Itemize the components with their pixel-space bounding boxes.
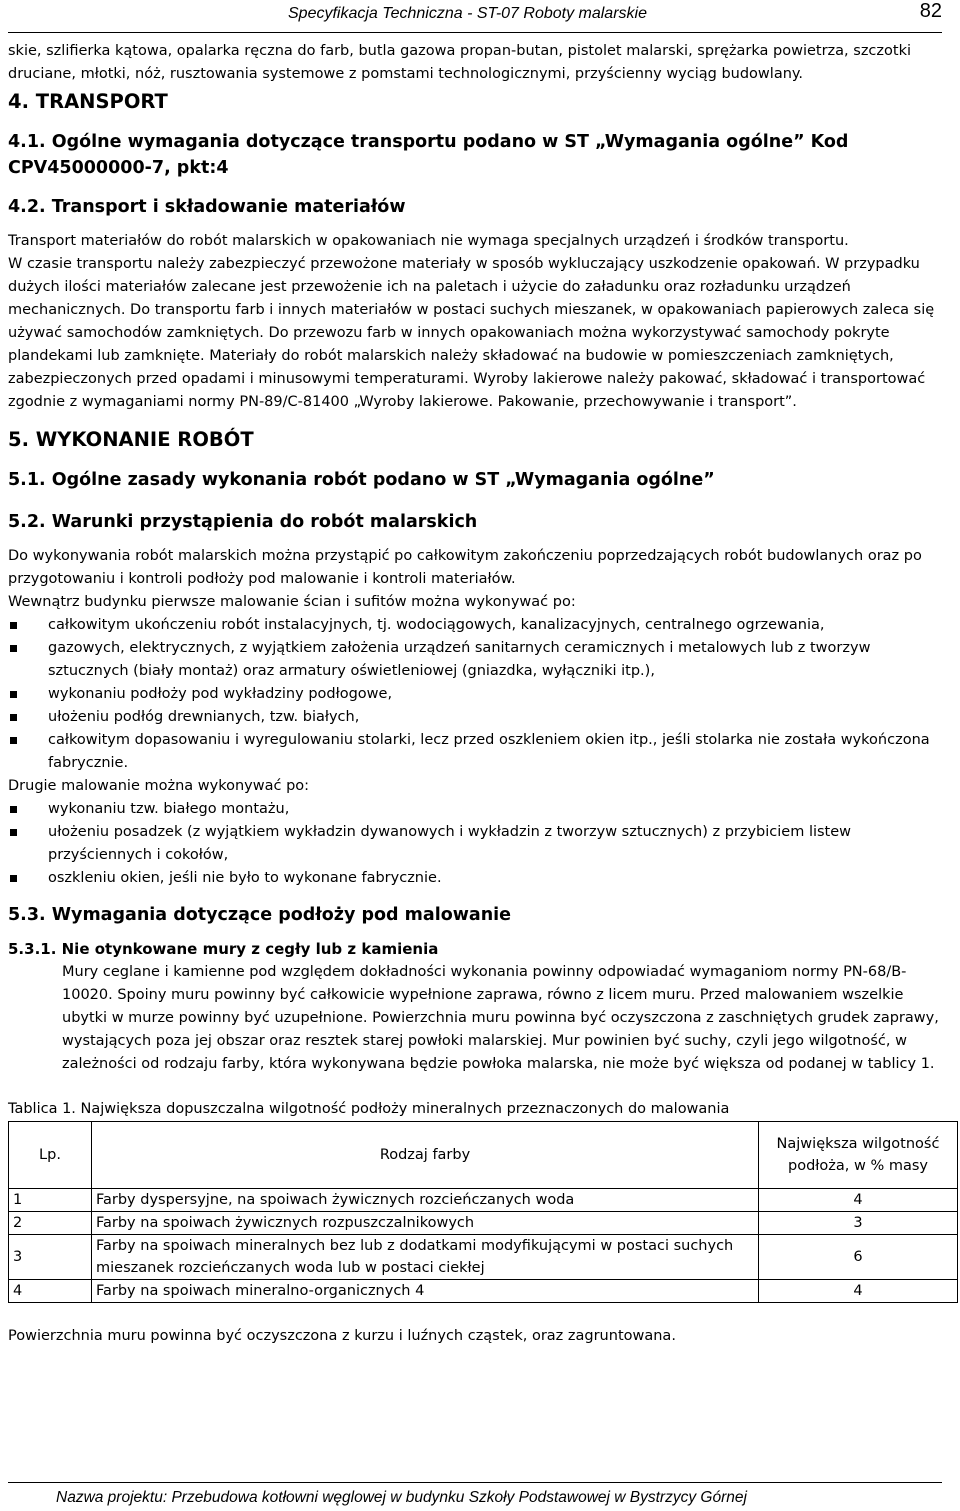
intro-paragraph: skie, szlifierka kątowa, opalarka ręczna do farb, butla gazowa propan-butan, pistolet malarski, sprężarka powietrza, szczotki druciane, młotki, nóż, rusztowania systemowe z pomstami technologicznymi, przyścienny wyciąg budowlany.	[8, 43, 911, 82]
list-item: całkowitym ukończeniu robót instalacyjnych, tj. wodociągowych, kanalizacyjnych, centralnego ogrzewania,	[8, 614, 948, 637]
section-5-2-heading: 5.2. Warunki przystąpienia do robót malarskich	[8, 512, 478, 532]
table-row	[9, 1212, 958, 1235]
section-4-heading: 4. TRANSPORT	[8, 90, 168, 113]
moisture-table	[8, 1121, 958, 1303]
square-bullet-icon	[10, 737, 17, 744]
cell-value: 4	[759, 1189, 958, 1212]
cell-type: Farby na spoiwach żywicznych rozpuszczalnikowych	[92, 1212, 759, 1235]
page-number: 82	[919, 0, 942, 22]
list-item: wykonaniu tzw. białego montażu,	[8, 798, 948, 821]
transport-paragraph-1: Transport materiałów do robót malarskich w opakowaniach nie wymaga specjalnych urządzeń i środków transportu.	[8, 233, 849, 249]
section-5-1-heading: 5.1. Ogólne zasady wykonania robót podano w ST „Wymagania ogólne”	[8, 470, 715, 490]
table-header-row	[9, 1122, 958, 1189]
cell-lp: 1	[9, 1189, 92, 1212]
header-paint-type: Rodzaj farby	[92, 1122, 759, 1189]
cell-lp: 4	[9, 1280, 92, 1303]
cell-type: Farby na spoiwach mineralno-organicznych 4	[92, 1280, 759, 1303]
square-bullet-icon	[10, 829, 17, 836]
section-5-heading: 5. WYKONANIE ROBÓT	[8, 428, 254, 451]
section-4-1-heading: 4.1. Ogólne wymagania dotyczące transportu podano w ST „Wymagania ogólne” Kod CPV45000000-7, pkt:4	[8, 132, 849, 178]
table-row	[9, 1189, 958, 1212]
table-caption: Tablica 1. Największa dopuszczalna wilgotność podłoży mineralnych przeznaczonych do malowania	[8, 1101, 730, 1117]
header-moisture: Największa wilgotność podłoża, w % masy	[759, 1122, 958, 1189]
conditions-paragraph: Do wykonywania robót malarskich można przystąpić po całkowitym zakończeniu poprzedzających robót budowlanych oraz po przygotowaniu i kontroli podłoży pod malowanie i kontroli materiałów.	[8, 548, 922, 587]
cell-value: 4	[759, 1280, 958, 1303]
header-lp: Lp.	[9, 1122, 92, 1189]
square-bullet-icon	[10, 806, 17, 813]
masonry-paragraph: Mury ceglane i kamienne pod względem dokładności wykonania powinny odpowiadać wymaganiom normy PN-68/B-10020. Spoiny muru powinny być całkowicie wypełnione zaprawa, równo z licem muru. Przed malowaniem wszelkie ubytki w murze powinny być uzupełnione. Powierzchnia muru powinna być oczyszczona z zaschniętych grudek zaprawy, wystających poza jej obszar oraz resztek starej powłoki malarskiej. Mur powinien być suchy, czyli jego wilgotność, w zależności od rodzaju farby, która wykonywana będzie powłoka malarska, nie może być większa od podanej w tablicy 1.	[62, 964, 939, 1072]
square-bullet-icon	[10, 714, 17, 721]
square-bullet-icon	[10, 691, 17, 698]
cell-lp: 3	[9, 1235, 92, 1280]
transport-paragraph-2: W czasie transportu należy zabezpieczyć przewożone materiały w sposób wykluczający uszkodzenie opakowań. W przypadku dużych ilości materiałów zalecane jest przewożenie ich na paletach i użycie do załadunku oraz rozładunku urządzeń mechanicznych. Do transportu farb i innych materiałów w postaci suchych mieszanek, w opakowaniach papierowych zaleca się używać samochodów zamkniętych. Do przewozu farb w innych opakowaniach można wykorzystywać samochody pokryte plandekami lub zamknięte. Materiały do robót malarskich należy składować na budowie w pomieszczeniach zamkniętych, zabezpieczonych przed opadami i minusowymi temperaturami. Wyroby lakierowe należy pakować, składować i transportować zgodnie z wymaganiami normy PN-89/C-81400 „Wyroby lakierowe. Pakowanie, przechowywanie i transport”.	[8, 256, 935, 410]
page-header	[8, 0, 942, 33]
square-bullet-icon	[10, 622, 17, 629]
list-item: ułożeniu podłóg drewnianych, tzw. białych,	[8, 706, 948, 729]
cell-value: 6	[759, 1235, 958, 1280]
section-4-2-heading: 4.2. Transport i składowanie materiałów	[8, 197, 406, 217]
document-title: Specyfikacja Techniczna - ST-07 Roboty malarskie	[288, 5, 647, 22]
first-painting-list	[8, 614, 948, 775]
list-item: oszkleniu okien, jeśli nie było to wykonane fabrycznie.	[8, 867, 948, 890]
cell-value: 3	[759, 1212, 958, 1235]
second-painting-list	[8, 798, 948, 890]
first-painting-intro: Wewnątrz budynku pierwsze malowanie ścian i sufitów można wykonywać po:	[8, 594, 576, 610]
square-bullet-icon	[10, 645, 17, 652]
list-item: wykonaniu podłoży pod wykładziny podłogowe,	[8, 683, 948, 706]
table-row	[9, 1280, 958, 1303]
square-bullet-icon	[10, 875, 17, 882]
cell-type: Farby dyspersyjne, na spoiwach żywicznych rozcieńczanych woda	[92, 1189, 759, 1212]
closing-paragraph: Powierzchnia muru powinna być oczyszczona z kurzu i luźnych cząstek, oraz zagruntowana.	[8, 1328, 676, 1344]
table-row	[9, 1235, 958, 1280]
page-footer	[8, 1482, 942, 1511]
list-item: gazowych, elektrycznych, z wyjątkiem założenia urządzeń sanitarnych ceramicznych i metalowych lub z tworzyw sztucznych (biały montaż) oraz armatury oświetleniowej (gniazdka, wyłączniki itp.),	[8, 637, 948, 683]
section-5-3-heading: 5.3. Wymagania dotyczące podłoży pod malowanie	[8, 905, 512, 925]
masonry-block	[8, 961, 948, 1076]
list-item: całkowitym dopasowaniu i wyregulowaniu stolarki, lecz przed oszkleniem okien itp., jeśli stolarka nie została wykończona fabrycznie.	[8, 729, 948, 775]
section-5-3-1-heading: 5.3.1. Nie otynkowane mury z cegły lub z kamienia	[8, 940, 439, 958]
second-painting-intro: Drugie malowanie można wykonywać po:	[8, 778, 310, 794]
page-content	[8, 40, 948, 1348]
cell-type: Farby na spoiwach mineralnych bez lub z dodatkami modyfikującymi w postaci suchych mieszanek rozcieńczanych woda lub w postaci ciekłej	[92, 1235, 759, 1280]
project-name: Nazwa projektu: Przebudowa kotłowni węglowej w budynku Szkoły Podstawowej w Bystrzycy Górnej	[56, 1489, 747, 1506]
cell-lp: 2	[9, 1212, 92, 1235]
list-item: ułożeniu posadzek (z wyjątkiem wykładzin dywanowych i wykładzin z tworzyw sztucznych) z przybiciem listew przyściennych i cokołów,	[8, 821, 948, 867]
